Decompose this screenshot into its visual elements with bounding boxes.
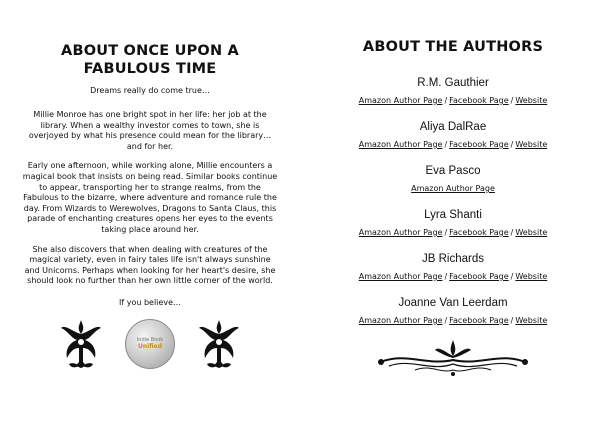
- link-separator: /: [444, 316, 448, 325]
- amazon-author-page-link[interactable]: Amazon Author Page: [358, 316, 443, 325]
- website-link[interactable]: Website: [515, 140, 548, 149]
- author-entry: [322, 76, 584, 106]
- website-link[interactable]: Website: [515, 316, 548, 325]
- author-links: [322, 272, 584, 282]
- blurb-paragraph-2: Early one afternoon, while working alone, Millie encounters a magical book that insists on being read. Similar books continue to appear, transporting her to strange realms, from the Fabulous to the bizarre, where adventure and romance rule the day. From Wizards to Werewolves, Dragons to Santa Claus, this parade of enchanting creatures opens her eyes to the events taking place around her.: [22, 161, 278, 234]
- website-link[interactable]: Website: [515, 228, 548, 237]
- link-separator: /: [444, 96, 448, 105]
- link-separator: /: [510, 96, 514, 105]
- author-entry: [322, 208, 584, 238]
- blurb-paragraph-1: Millie Monroe has one bright spot in her life: her job at the library. When a wealthy investor comes to town, she is overjoyed by what his presence could mean for the library…and for her.: [28, 110, 272, 151]
- link-separator: /: [444, 140, 448, 149]
- about-authors-column: [322, 0, 584, 378]
- author-name: Joanne Van Leerdam: [398, 297, 508, 309]
- website-link[interactable]: Website: [515, 272, 548, 281]
- amazon-author-page-link[interactable]: Amazon Author Page: [358, 272, 443, 281]
- emblem-row: [22, 318, 278, 370]
- author-name: JB Richards: [422, 253, 484, 265]
- author-entry: [322, 252, 584, 282]
- about-book-title: ABOUT ONCE UPON A FABULOUS TIME: [61, 43, 239, 77]
- author-entry: [322, 120, 584, 150]
- author-entry: [322, 164, 584, 194]
- amazon-author-page-link[interactable]: Amazon Author Page: [411, 184, 495, 193]
- link-separator: /: [444, 228, 448, 237]
- amazon-author-page-link[interactable]: Amazon Author Page: [358, 228, 443, 237]
- website-link[interactable]: Website: [515, 96, 548, 105]
- amazon-author-page-link[interactable]: Amazon Author Page: [358, 96, 443, 105]
- author-links: [322, 184, 584, 194]
- fleur-flourish-icon: [197, 318, 241, 370]
- link-separator: /: [510, 316, 514, 325]
- link-separator: /: [510, 228, 514, 237]
- link-separator: /: [444, 272, 448, 281]
- about-authors-title: ABOUT THE AUTHORS: [362, 39, 544, 55]
- tagline: Dreams really do come true…: [90, 86, 210, 95]
- author-name: R.M. Gauthier: [417, 77, 489, 89]
- closing-line: If you believe…: [119, 297, 181, 307]
- ornamental-divider-icon: [375, 336, 531, 378]
- author-entry: [322, 296, 584, 326]
- author-name: Aliya DalRae: [419, 121, 487, 133]
- link-separator: /: [510, 272, 514, 281]
- facebook-page-link[interactable]: Facebook Page: [449, 272, 509, 281]
- award-seal-icon: [125, 319, 175, 369]
- about-book-column: [22, 0, 278, 370]
- author-links: [322, 140, 584, 150]
- facebook-page-link[interactable]: Facebook Page: [449, 228, 509, 237]
- author-name: Lyra Shanti: [424, 209, 482, 221]
- seal-text-top: Indie Book: [136, 337, 164, 344]
- facebook-page-link[interactable]: Facebook Page: [449, 140, 509, 149]
- blurb-paragraph-3: She also discovers that when dealing with creatures of the magical variety, even in fairy tales life isn't always sunshine and Unicorns. Perhaps when looking for her heart's desire, she should look no further than her own little corner of the world.: [24, 244, 276, 286]
- facebook-page-link[interactable]: Facebook Page: [449, 316, 509, 325]
- amazon-author-page-link[interactable]: Amazon Author Page: [358, 140, 443, 149]
- link-separator: /: [510, 140, 514, 149]
- fleur-flourish-icon: [59, 318, 103, 370]
- author-links: [322, 228, 584, 238]
- author-links: [322, 96, 584, 106]
- facebook-page-link[interactable]: Facebook Page: [449, 96, 509, 105]
- seal-text-main: Unified: [137, 343, 162, 351]
- author-name: Eva Pasco: [425, 165, 481, 177]
- author-links: [322, 316, 584, 326]
